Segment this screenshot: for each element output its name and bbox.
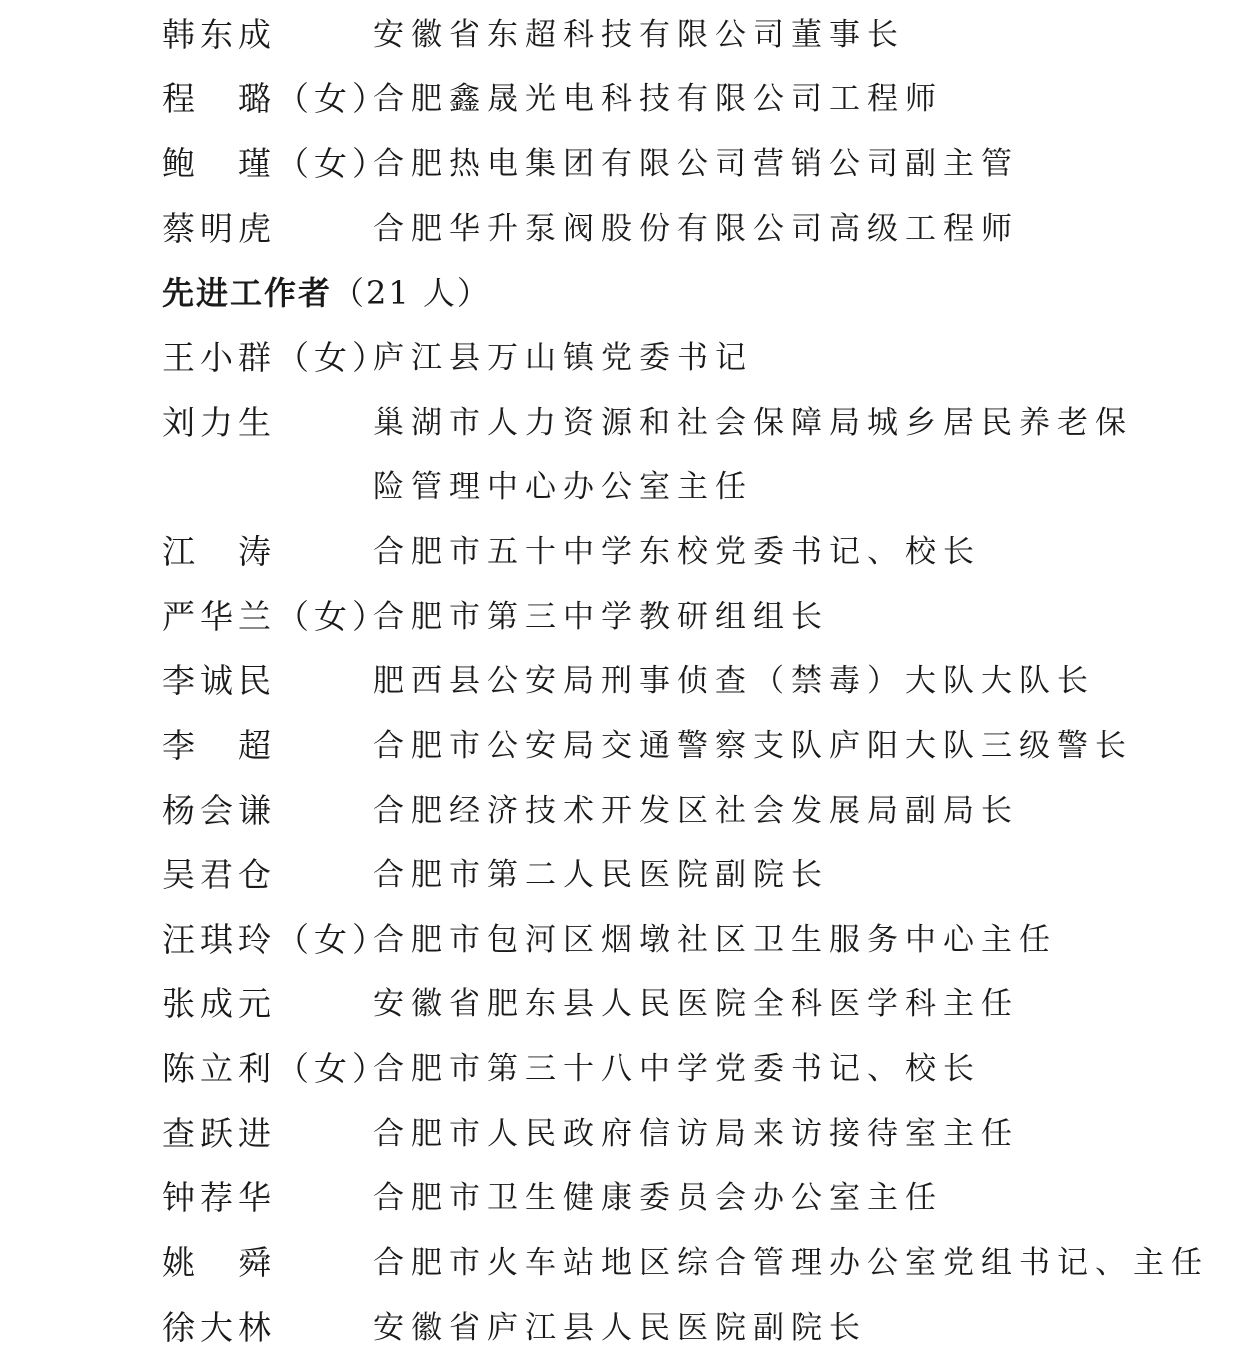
list-item — [0, 714, 1240, 778]
person-name: 钟荐华 — [162, 1178, 276, 1217]
person-title: 合肥市包河区烟墩社区卫生服务中心主任 — [373, 922, 1057, 958]
list-item — [0, 1166, 1240, 1230]
section-heading — [162, 261, 491, 325]
person-name: 杨会谦 — [162, 791, 276, 830]
person-title: 庐江县万山镇党委书记 — [373, 340, 753, 376]
person-title: 肥西县公安局刑事侦查（禁毒）大队大队长 — [373, 663, 1095, 699]
person-title: 合肥市火车站地区综合管理办公室党组书记、主任 — [373, 1245, 1209, 1281]
person-name: 程 璐（女） — [162, 79, 390, 118]
person-name: 刘力生 — [162, 403, 276, 442]
person-title: 合肥鑫晟光电科技有限公司工程师 — [373, 81, 943, 117]
person-name: 鲍 瑾（女） — [162, 144, 390, 183]
person-title: 巢湖市人力资源和社会保障局城乡居民养老保 — [373, 405, 1133, 441]
list-item — [0, 1037, 1240, 1101]
list-item — [0, 197, 1240, 261]
list-item — [0, 1296, 1240, 1360]
list-item — [0, 1231, 1240, 1295]
person-name: 严华兰（女） — [162, 597, 390, 636]
person-title: 合肥市第二人民医院副院长 — [373, 857, 829, 893]
list-item — [0, 3, 1240, 67]
person-title-continuation: 险管理中心办公室主任 — [373, 469, 753, 505]
list-item — [0, 779, 1240, 843]
list-item — [0, 843, 1240, 907]
list-item-continuation — [0, 455, 1240, 519]
list-item — [0, 132, 1240, 196]
list-item — [0, 391, 1240, 455]
list-item — [0, 649, 1240, 713]
list-item — [0, 67, 1240, 131]
person-title: 合肥市第三十八中学党委书记、校长 — [373, 1051, 981, 1087]
person-title: 合肥市五十中学东校党委书记、校长 — [373, 534, 981, 570]
person-title: 合肥市第三中学教研组组长 — [373, 599, 829, 635]
section-heading-text: 先进工作者 — [162, 274, 333, 312]
list-item — [0, 520, 1240, 584]
person-title: 合肥市人民政府信访局来访接待室主任 — [373, 1116, 1019, 1152]
list-item — [0, 1102, 1240, 1166]
section-count: （21 人） — [332, 274, 491, 312]
list-item — [0, 585, 1240, 649]
person-title: 合肥市公安局交通警察支队庐阳大队三级警长 — [373, 728, 1133, 764]
person-title: 安徽省庐江县人民医院副院长 — [373, 1310, 867, 1346]
person-name: 李 超 — [162, 726, 276, 765]
list-item — [0, 908, 1240, 972]
person-name: 李诚民 — [162, 661, 276, 700]
list-item — [0, 326, 1240, 390]
person-name: 江 涛 — [162, 532, 276, 571]
person-title: 合肥经济技术开发区社会发展局副局长 — [373, 793, 1019, 829]
person-title: 合肥华升泵阀股份有限公司高级工程师 — [373, 211, 1019, 247]
person-title: 合肥热电集团有限公司营销公司副主管 — [373, 146, 1019, 182]
list-item — [0, 972, 1240, 1036]
person-name: 韩东成 — [162, 15, 276, 54]
person-name: 姚 舜 — [162, 1243, 276, 1282]
person-name: 徐大林 — [162, 1308, 276, 1347]
person-name: 蔡明虎 — [162, 209, 276, 248]
person-name: 王小群（女） — [162, 338, 390, 377]
person-name: 陈立利（女） — [162, 1049, 390, 1088]
person-title: 合肥市卫生健康委员会办公室主任 — [373, 1180, 943, 1216]
person-title: 安徽省东超科技有限公司董事长 — [373, 17, 905, 53]
person-name: 张成元 — [162, 984, 276, 1023]
person-name: 汪琪玲（女） — [162, 920, 390, 959]
person-title: 安徽省肥东县人民医院全科医学科主任 — [373, 986, 1019, 1022]
person-name: 吴君仓 — [162, 855, 276, 894]
person-name: 查跃进 — [162, 1114, 276, 1153]
